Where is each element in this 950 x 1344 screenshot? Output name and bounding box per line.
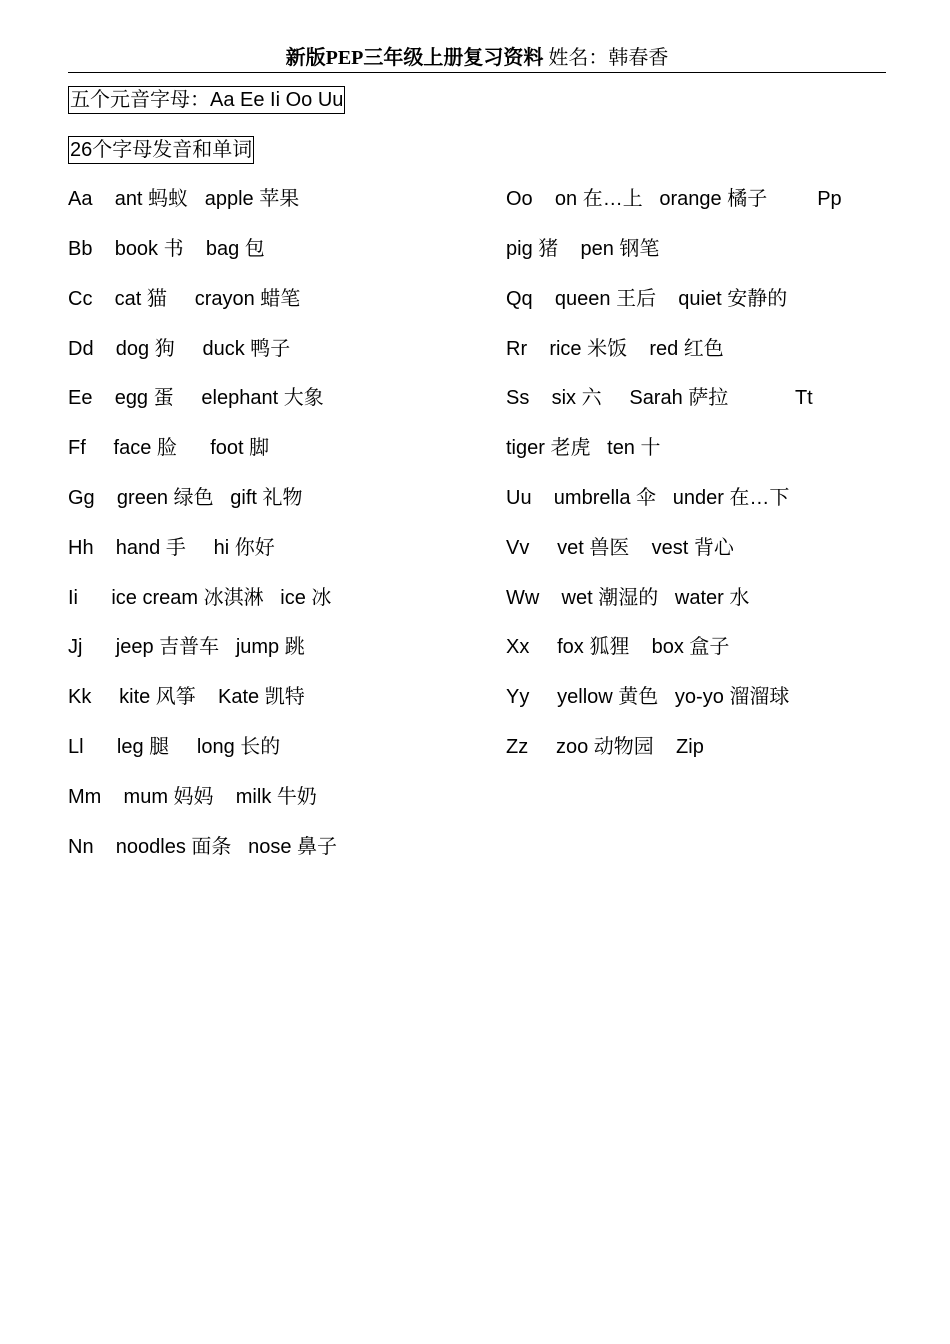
list-item: Hh hand 手 hi 你好 <box>68 537 275 559</box>
list-item: Qq queen 王后 quiet 安静的 <box>506 288 788 310</box>
page-header <box>68 44 886 73</box>
list-item: Jj jeep 吉普车 jump 跳 <box>68 636 305 658</box>
list-item: Uu umbrella 伞 under 在…下 <box>506 487 790 509</box>
list-item: Dd dog 狗 duck 鸭子 <box>68 338 291 360</box>
list-item: Rr rice 米饭 red 红色 <box>506 338 724 360</box>
list-item: tiger 老虎 ten 十 <box>506 437 661 459</box>
list-item: Ee egg 蛋 elephant 大象 <box>68 387 324 409</box>
list-item: Vv vet 兽医 vest 背心 <box>506 537 734 559</box>
list-item: Zz zoo 动物园 Zip <box>506 736 704 758</box>
list-item: Aa ant 蚂蚁 apple 苹果 <box>68 188 300 210</box>
list-item: Mm mum 妈妈 milk 牛奶 <box>68 786 317 808</box>
list-item: Xx fox 狐狸 box 盒子 <box>506 636 730 658</box>
list-item: Oo on 在…上 orange 橘子 Pp <box>506 188 842 210</box>
section-title: 26个字母发音和单词 <box>68 136 254 164</box>
list-item: Ss six 六 Sarah 萨拉 Tt <box>506 387 813 409</box>
list-item: pig 猪 pen 钢笔 <box>506 238 660 260</box>
list-item: Ww wet 潮湿的 water 水 <box>506 587 750 609</box>
list-item: Ff face 脸 foot 脚 <box>68 437 270 459</box>
document-title: 新版PEP三年级上册复习资料 <box>285 47 544 69</box>
list-item: Ii ice cream 冰淇淋 ice 冰 <box>68 587 332 609</box>
vowels-line: 五个元音字母：Aa Ee Ii Oo Uu <box>68 86 345 114</box>
list-item: Gg green 绿色 gift 礼物 <box>68 487 303 509</box>
list-item: Nn noodles 面条 nose 鼻子 <box>68 836 338 858</box>
list-item: Ll leg 腿 long 长的 <box>68 736 281 758</box>
list-item: Kk kite 风筝 Kate 凯特 <box>68 686 305 708</box>
list-item: Yy yellow 黄色 yo-yo 溜溜球 <box>506 686 790 708</box>
author-name: 姓名：韩春香 <box>548 47 669 69</box>
list-item: Bb book 书 bag 包 <box>68 238 265 260</box>
list-item: Cc cat 猫 crayon 蜡笔 <box>68 288 301 310</box>
